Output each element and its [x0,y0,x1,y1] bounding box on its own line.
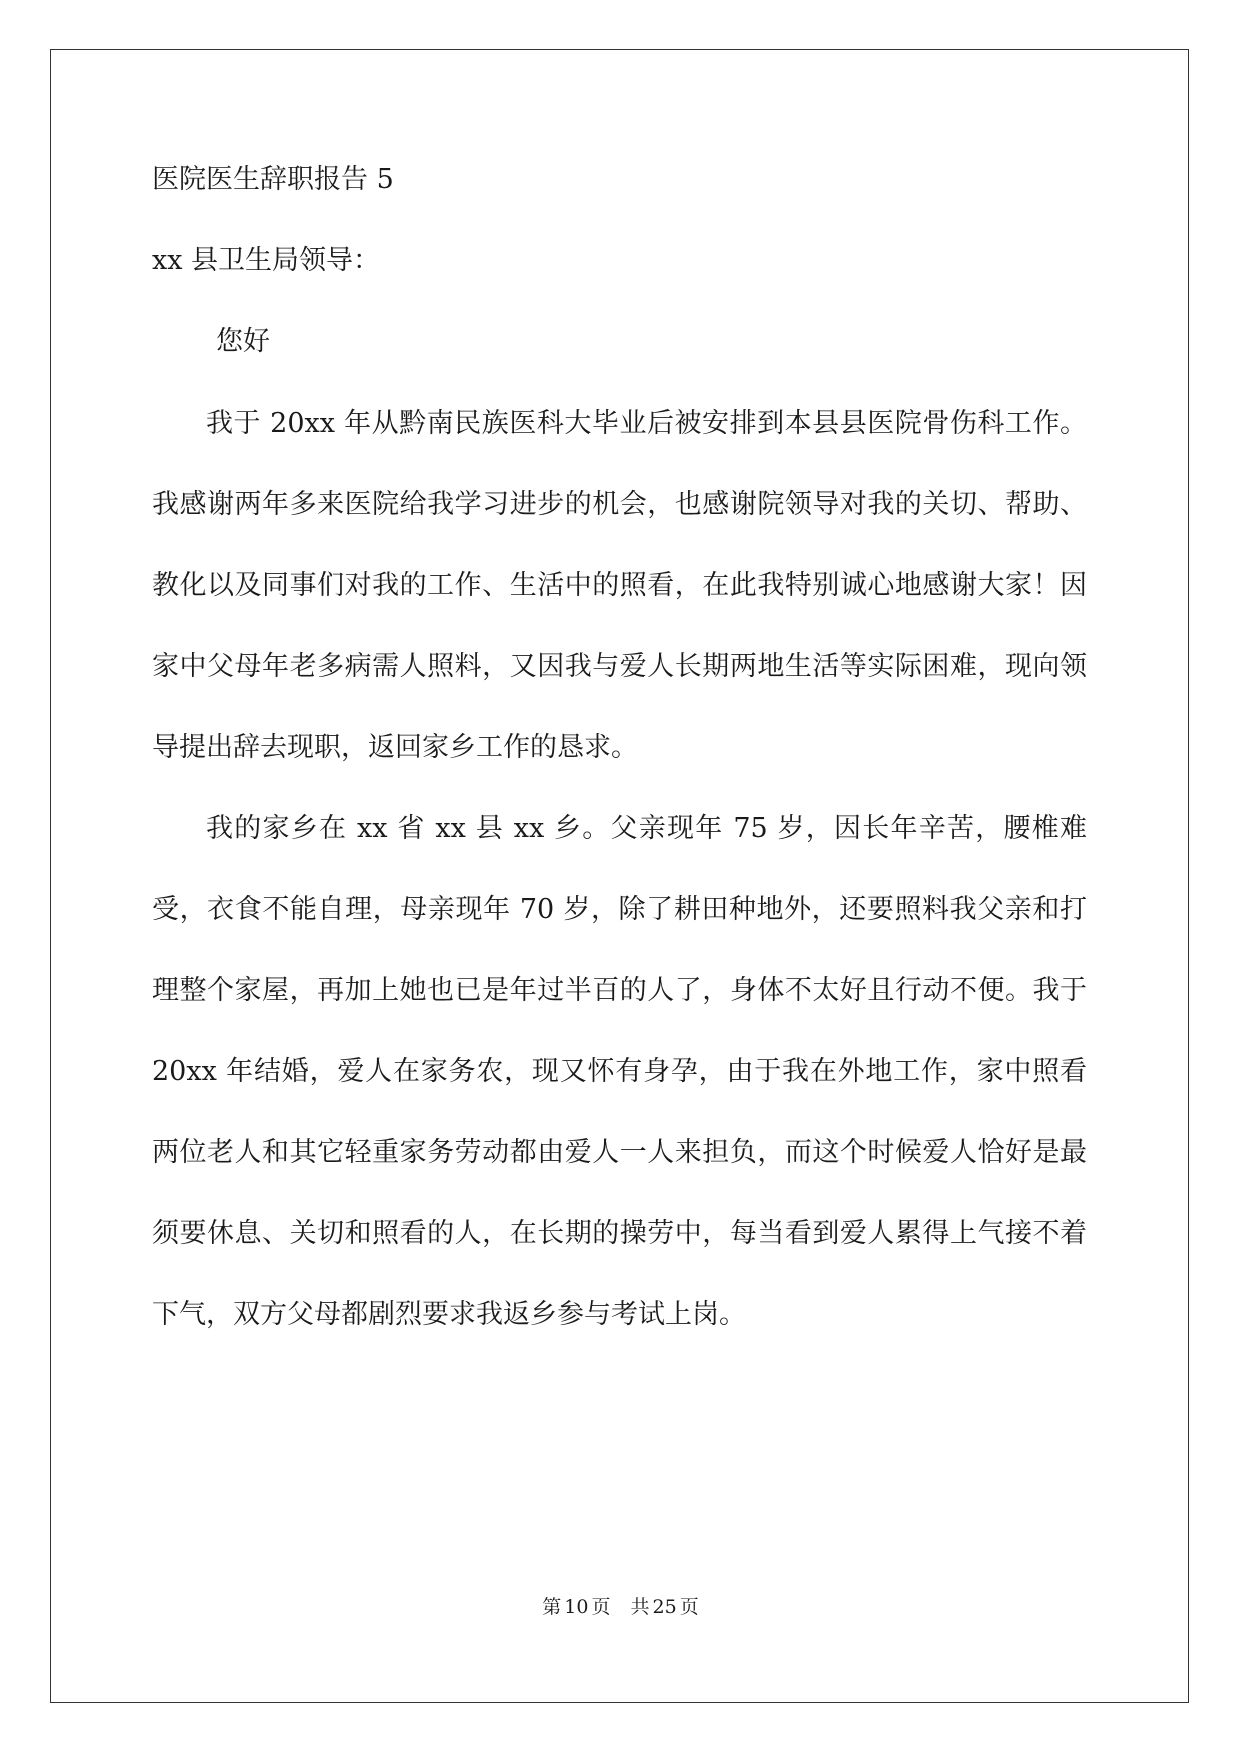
footer-current-page: 10 [564,1596,589,1618]
salutation: xx 县卫生局领导： [152,245,381,276]
footer-total-prefix: 共 [630,1596,650,1618]
footer-total-pages: 25 [652,1596,677,1618]
paragraph-1: 我于 20xx 年从黔南民族医科大毕业后被安排到本县县医院骨伤科工作。我感谢两年多来医院给我学习进步的机会，也感谢院领导对我的关切、帮助、教化以及同事们对我的工作、生活中的照看，在此我特别诚心地感谢大家！因家中父母年老多病需人照料，又因我与爱人长期两地生活等实际困难，现向领导提出辞去现职，返回家乡工作的恳求。 [152,408,1087,763]
footer-page-suffix: 页 [591,1596,611,1618]
greeting: 您好 [216,326,270,357]
document-body [152,160,1087,1355]
page-footer [0,1592,1241,1619]
document-title: 医院医生辞职报告 5 [152,164,394,195]
footer-total-suffix: 页 [679,1596,699,1618]
paragraph-2: 我的家乡在 xx 省 xx 县 xx 乡。父亲现年 75 岁，因长年辛苦，腰椎难受，衣食不能自理，母亲现年 70 岁，除了耕田种地外，还要照料我父亲和打理整个家屋，再加上她也已是年过半百的人了，身体不太好且行动不便。我于 20xx 年结婚，爱人在家务农，现又怀有身孕，由于我在外地工作，家中照看两位老人和其它轻重家务劳动都由爱人一人来担负，而这个时候爱人恰好是最须要休息、关切和照看的人，在长期的操劳中，每当看到爱人累得上气接不着下气，双方父母都剧烈要求我返乡参与考试上岗。 [152,813,1087,1330]
footer-prefix: 第 [542,1596,562,1618]
